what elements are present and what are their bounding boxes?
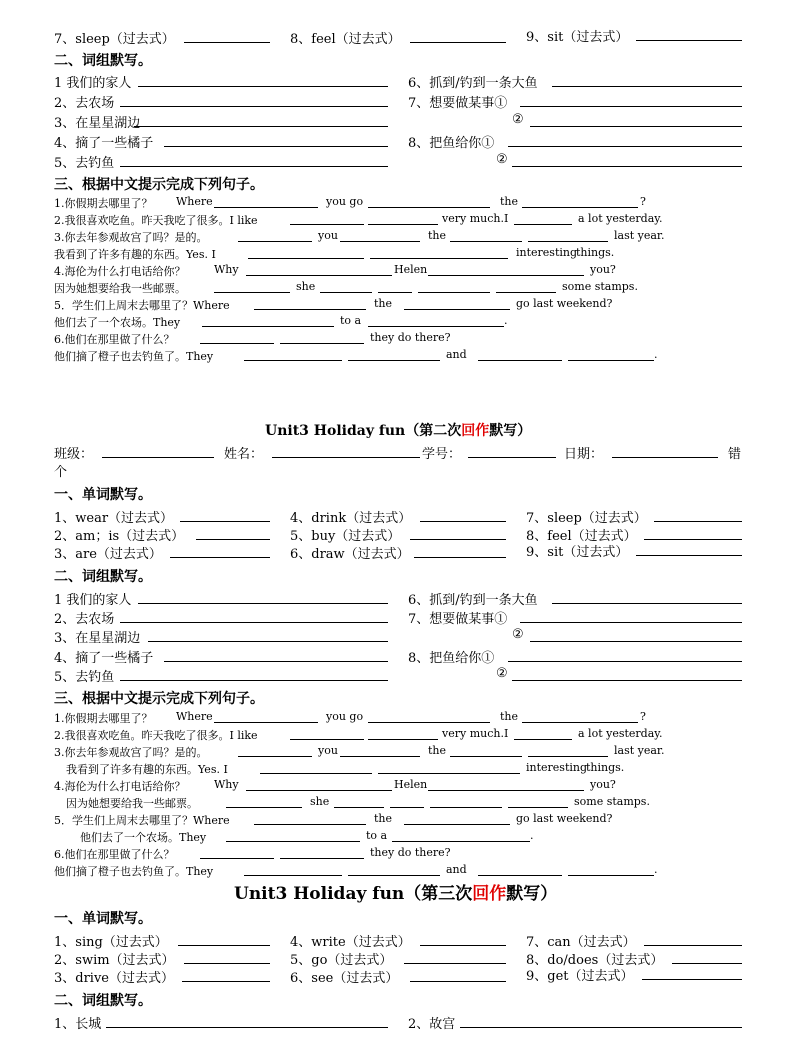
sentence-text: 3.你去年参观故宫了吗？是的。 <box>54 746 208 759</box>
answer-blank[interactable] <box>672 963 742 964</box>
phrase-item: 6、抓到/钓到一条大鱼 <box>408 593 538 608</box>
sentence-text: Why <box>214 263 239 276</box>
answer-blank[interactable] <box>106 1027 388 1028</box>
phrase-item: 6、抓到/钓到一条大鱼 <box>408 76 538 91</box>
phrase-item: 2、故宫 <box>408 1017 456 1032</box>
word-item: 5、go（过去式） <box>290 953 393 968</box>
answer-blank[interactable] <box>138 86 388 87</box>
sentence-text: 我看到了许多有趣的东西。Yes. I <box>54 248 216 261</box>
sentence-text: 5．学生们上周末去哪里了？Where <box>54 299 230 312</box>
sentence-text: a lot yesterday. <box>578 727 663 740</box>
sentence-text: 我看到了许多有趣的东西。Yes. I <box>66 763 228 776</box>
sentence-text: things. <box>586 761 625 774</box>
sentence-text: . <box>504 314 508 327</box>
answer-blank[interactable] <box>120 166 388 167</box>
answer-blank[interactable] <box>428 790 584 791</box>
sentence-text: a lot yesterday. <box>578 212 663 225</box>
answer-blank[interactable] <box>530 126 742 127</box>
answer-blank[interactable] <box>184 963 270 964</box>
word-item: 6、see（过去式） <box>290 971 399 986</box>
answer-blank[interactable] <box>418 292 490 293</box>
sentence-text: Helen <box>394 263 428 276</box>
word-item: 3、are（过去式） <box>54 547 162 562</box>
answer-blank[interactable] <box>450 241 522 242</box>
answer-blank[interactable] <box>430 807 502 808</box>
sentence-text: last year. <box>614 744 665 757</box>
answer-blank[interactable] <box>134 126 388 127</box>
answer-blank[interactable] <box>368 207 490 208</box>
sentence-text: you <box>318 229 338 242</box>
sentence-text: you? <box>590 263 616 276</box>
answer-blank[interactable] <box>138 603 388 604</box>
sentence-text: the <box>374 297 393 310</box>
sentence-text: Where <box>176 710 213 723</box>
sentence-text: the <box>374 812 393 825</box>
sentence-text: the <box>500 710 519 723</box>
section-heading: 一、单词默写。 <box>54 487 152 503</box>
answer-blank[interactable] <box>244 360 342 361</box>
answer-blank[interactable] <box>410 539 506 540</box>
word-item: 5、buy（过去式） <box>290 529 401 544</box>
phrase-item: 5、去钓鱼 <box>54 670 115 685</box>
sentence-text: she <box>310 795 330 808</box>
phrase-item: 7、想要做某事① <box>408 96 508 111</box>
sentence-text: 4.海伦为什么打电话给你？ <box>54 265 186 278</box>
sentence-text: they do there? <box>370 331 451 344</box>
sentence-text: interesting <box>526 761 588 774</box>
sentence-text: ? <box>640 710 646 723</box>
answer-blank[interactable] <box>508 146 742 147</box>
answer-blank[interactable] <box>654 521 742 522</box>
section-heading: 三、根据中文提示完成下列句子。 <box>54 691 264 707</box>
answer-blank[interactable] <box>238 756 312 757</box>
phrase-item: 2、去农场 <box>54 96 115 111</box>
sentence-text: to a <box>366 829 388 842</box>
sentence-text: you <box>318 744 338 757</box>
page-title: Unit3 Holiday fun（第二次回作默写） <box>265 423 532 439</box>
info-label: 错 <box>728 447 742 462</box>
word-item: 8、feel（过去式） <box>290 32 401 47</box>
answer-blank[interactable] <box>390 807 424 808</box>
word-item: 8、feel（过去式） <box>526 529 637 544</box>
answer-blank[interactable] <box>290 224 364 225</box>
answer-blank[interactable] <box>182 981 270 982</box>
sentence-text: go last weekend? <box>516 812 613 825</box>
answer-blank[interactable] <box>552 86 742 87</box>
answer-blank[interactable] <box>636 555 742 556</box>
sentence-text: 他们摘了橙子也去钓鱼了。They <box>54 865 214 878</box>
sentence-text: 5．学生们上周末去哪里了？Where <box>54 814 230 827</box>
answer-blank[interactable] <box>348 875 440 876</box>
answer-blank[interactable] <box>334 807 384 808</box>
sentence-text: 因为她想要给我一些邮票。 <box>66 797 198 810</box>
sentence-text: 他们摘了橙子也去钓鱼了。They <box>54 350 214 363</box>
answer-blank[interactable] <box>120 680 388 681</box>
answer-blank[interactable] <box>368 326 504 327</box>
answer-blank[interactable] <box>612 457 718 458</box>
sentence-text: the <box>428 744 447 757</box>
answer-blank[interactable] <box>410 981 506 982</box>
phrase-item: 2、去农场 <box>54 612 115 627</box>
phrase-item: ② <box>512 112 524 127</box>
sentence-text: Why <box>214 778 239 791</box>
sentence-text: Helen <box>394 778 428 791</box>
word-item: 1、wear（过去式） <box>54 511 174 526</box>
answer-blank[interactable] <box>340 241 420 242</box>
sentence-text: 6.他们在那里做了什么？ <box>54 333 175 346</box>
answer-blank[interactable] <box>478 360 562 361</box>
info-label: 学号： <box>422 447 462 462</box>
sentence-text: you go <box>326 710 364 723</box>
word-item: 7、sleep（过去式） <box>54 32 175 47</box>
sentence-text: the <box>428 229 447 242</box>
answer-blank[interactable] <box>520 622 742 623</box>
answer-blank[interactable] <box>420 945 506 946</box>
word-item: 9、get（过去式） <box>526 969 634 984</box>
answer-blank[interactable] <box>644 539 742 540</box>
answer-blank[interactable] <box>214 207 318 208</box>
answer-blank[interactable] <box>280 858 364 859</box>
sentence-text: last year. <box>614 229 665 242</box>
sentence-text: go last weekend? <box>516 297 613 310</box>
word-item: 4、drink（过去式） <box>290 511 412 526</box>
answer-blank[interactable] <box>290 739 364 740</box>
info-label: 班级： <box>54 447 94 462</box>
sentence-text: some stamps. <box>574 795 650 808</box>
answer-blank[interactable] <box>512 166 742 167</box>
word-item: 7、can（过去式） <box>526 935 636 950</box>
word-item: 1、sing（过去式） <box>54 935 168 950</box>
answer-blank[interactable] <box>202 326 334 327</box>
sentence-text: very much.I <box>442 727 509 740</box>
answer-blank[interactable] <box>200 858 274 859</box>
phrase-item: 4、摘了一些橘子 <box>54 136 154 151</box>
answer-blank[interactable] <box>246 790 392 791</box>
sentence-text: 他们去了一个农场。They <box>80 831 207 844</box>
phrase-item: 1 我们的家人 <box>54 76 132 91</box>
sentence-text: 他们去了一个农场。They <box>54 316 181 329</box>
sentence-text: 2.我很喜欢吃鱼。昨天我吃了很多。I like <box>54 729 258 742</box>
phrase-item: ② <box>512 627 524 642</box>
answer-blank[interactable] <box>378 773 520 774</box>
section-heading: 二、词组默写。 <box>54 993 152 1009</box>
answer-blank[interactable] <box>184 42 270 43</box>
answer-blank[interactable] <box>340 756 420 757</box>
answer-blank[interactable] <box>460 1027 742 1028</box>
sentence-text: 3.你去年参观故宫了吗？是的。 <box>54 231 208 244</box>
sentence-text: 1.你假期去哪里了？ <box>54 197 153 210</box>
word-item: 2、am；is（过去式） <box>54 529 185 544</box>
answer-blank[interactable] <box>528 756 608 757</box>
answer-blank[interactable] <box>514 224 572 225</box>
info-label: 个 <box>54 465 68 480</box>
answer-blank[interactable] <box>164 146 388 147</box>
sentence-text: ? <box>640 195 646 208</box>
answer-blank[interactable] <box>120 622 388 623</box>
answer-blank[interactable] <box>238 241 312 242</box>
word-item: 8、do/does（过去式） <box>526 953 664 968</box>
answer-blank[interactable] <box>568 360 654 361</box>
sentence-text: 1.你假期去哪里了？ <box>54 712 153 725</box>
word-item: 3、drive（过去式） <box>54 971 175 986</box>
answer-blank[interactable] <box>468 457 556 458</box>
phrase-item: 8、把鱼给你① <box>408 136 495 151</box>
sentence-text: interesting <box>516 246 578 259</box>
sentence-text: Where <box>176 195 213 208</box>
sentence-text: very much.I <box>442 212 509 225</box>
answer-blank[interactable] <box>280 343 364 344</box>
page-title: Unit3 Holiday fun（第三次回作默写） <box>234 884 558 904</box>
answer-blank[interactable] <box>508 661 742 662</box>
sentence-text: some stamps. <box>562 280 638 293</box>
word-item: 9、sit（过去式） <box>526 545 629 560</box>
answer-blank[interactable] <box>530 641 742 642</box>
phrase-item: 5、去钓鱼 <box>54 156 115 171</box>
sentence-text: the <box>500 195 519 208</box>
word-item: 9、sit（过去式） <box>526 30 629 45</box>
sentence-text: 2.我很喜欢吃鱼。昨天我吃了很多。I like <box>54 214 258 227</box>
answer-blank[interactable] <box>404 963 506 964</box>
sentence-text: . <box>530 829 534 842</box>
section-heading: 三、根据中文提示完成下列句子。 <box>54 177 264 193</box>
answer-blank[interactable] <box>428 275 584 276</box>
answer-blank[interactable] <box>368 722 490 723</box>
answer-blank[interactable] <box>568 875 654 876</box>
answer-blank[interactable] <box>246 275 392 276</box>
sentence-text: . <box>654 348 658 361</box>
phrase-item: 1 我们的家人 <box>54 593 132 608</box>
sentence-text: things. <box>576 246 615 259</box>
answer-blank[interactable] <box>180 521 270 522</box>
word-item: 2、swim（过去式） <box>54 953 175 968</box>
phrase-item: 3、在星星湖边 <box>54 631 141 646</box>
word-item: 6、draw（过去式） <box>290 547 410 562</box>
answer-blank[interactable] <box>178 945 270 946</box>
answer-blank[interactable] <box>644 945 742 946</box>
sentence-text: they do there? <box>370 846 451 859</box>
answer-blank[interactable] <box>148 641 388 642</box>
sentence-text: you go <box>326 195 364 208</box>
answer-blank[interactable] <box>200 343 274 344</box>
section-heading: 二、词组默写。 <box>54 569 152 585</box>
phrase-item: 1、长城 <box>54 1017 102 1032</box>
phrase-item: ② <box>496 152 508 167</box>
phrase-item: 7、想要做某事① <box>408 612 508 627</box>
answer-blank[interactable] <box>420 521 506 522</box>
phrase-item: ② <box>496 666 508 681</box>
answer-blank[interactable] <box>636 40 742 41</box>
phrase-item: 4、摘了一些橘子 <box>54 651 154 666</box>
answer-blank[interactable] <box>404 824 510 825</box>
answer-blank[interactable] <box>392 841 530 842</box>
sentence-text: 因为她想要给我一些邮票。 <box>54 282 186 295</box>
answer-blank[interactable] <box>348 360 440 361</box>
answer-blank[interactable] <box>450 756 522 757</box>
answer-blank[interactable] <box>496 292 556 293</box>
answer-blank[interactable] <box>370 258 508 259</box>
info-label: 日期： <box>564 447 604 462</box>
answer-blank[interactable] <box>378 292 412 293</box>
answer-blank[interactable] <box>272 457 420 458</box>
answer-blank[interactable] <box>214 722 318 723</box>
answer-blank[interactable] <box>164 661 388 662</box>
answer-blank[interactable] <box>170 557 270 558</box>
answer-blank[interactable] <box>368 739 438 740</box>
answer-blank[interactable] <box>196 539 270 540</box>
answer-blank[interactable] <box>520 106 742 107</box>
answer-blank[interactable] <box>478 875 562 876</box>
sentence-text: to a <box>340 314 362 327</box>
answer-blank[interactable] <box>214 292 290 293</box>
section-heading: 二、词组默写。 <box>54 53 152 69</box>
answer-blank[interactable] <box>410 42 506 43</box>
answer-blank[interactable] <box>102 457 214 458</box>
answer-blank[interactable] <box>522 722 638 723</box>
answer-blank[interactable] <box>404 309 510 310</box>
sentence-text: 4.海伦为什么打电话给你？ <box>54 780 186 793</box>
answer-blank[interactable] <box>120 106 388 107</box>
sentence-text: you? <box>590 778 616 791</box>
answer-blank[interactable] <box>226 807 302 808</box>
section-heading: 一、单词默写。 <box>54 911 152 927</box>
answer-blank[interactable] <box>552 603 742 604</box>
phrase-item: 8、把鱼给你① <box>408 651 495 666</box>
answer-blank[interactable] <box>320 292 372 293</box>
answer-blank[interactable] <box>512 680 742 681</box>
answer-blank[interactable] <box>368 224 438 225</box>
sentence-text: she <box>296 280 316 293</box>
answer-blank[interactable] <box>244 875 342 876</box>
answer-blank[interactable] <box>254 824 366 825</box>
answer-blank[interactable] <box>248 258 364 259</box>
answer-blank[interactable] <box>514 739 572 740</box>
answer-blank[interactable] <box>522 207 638 208</box>
sentence-text: . <box>654 863 658 876</box>
answer-blank[interactable] <box>414 557 506 558</box>
answer-blank[interactable] <box>260 773 372 774</box>
info-label: 姓名： <box>224 447 264 462</box>
answer-blank[interactable] <box>528 241 608 242</box>
answer-blank[interactable] <box>254 309 366 310</box>
word-item: 4、write（过去式） <box>290 935 411 950</box>
sentence-text: 6.他们在那里做了什么？ <box>54 848 175 861</box>
sentence-text: and <box>446 863 467 876</box>
answer-blank[interactable] <box>508 807 568 808</box>
word-item: 7、sleep（过去式） <box>526 511 647 526</box>
sentence-text: and <box>446 348 467 361</box>
answer-blank[interactable] <box>226 841 360 842</box>
answer-blank[interactable] <box>642 979 742 980</box>
phrase-item: 3、在星星湖边 <box>54 116 141 131</box>
